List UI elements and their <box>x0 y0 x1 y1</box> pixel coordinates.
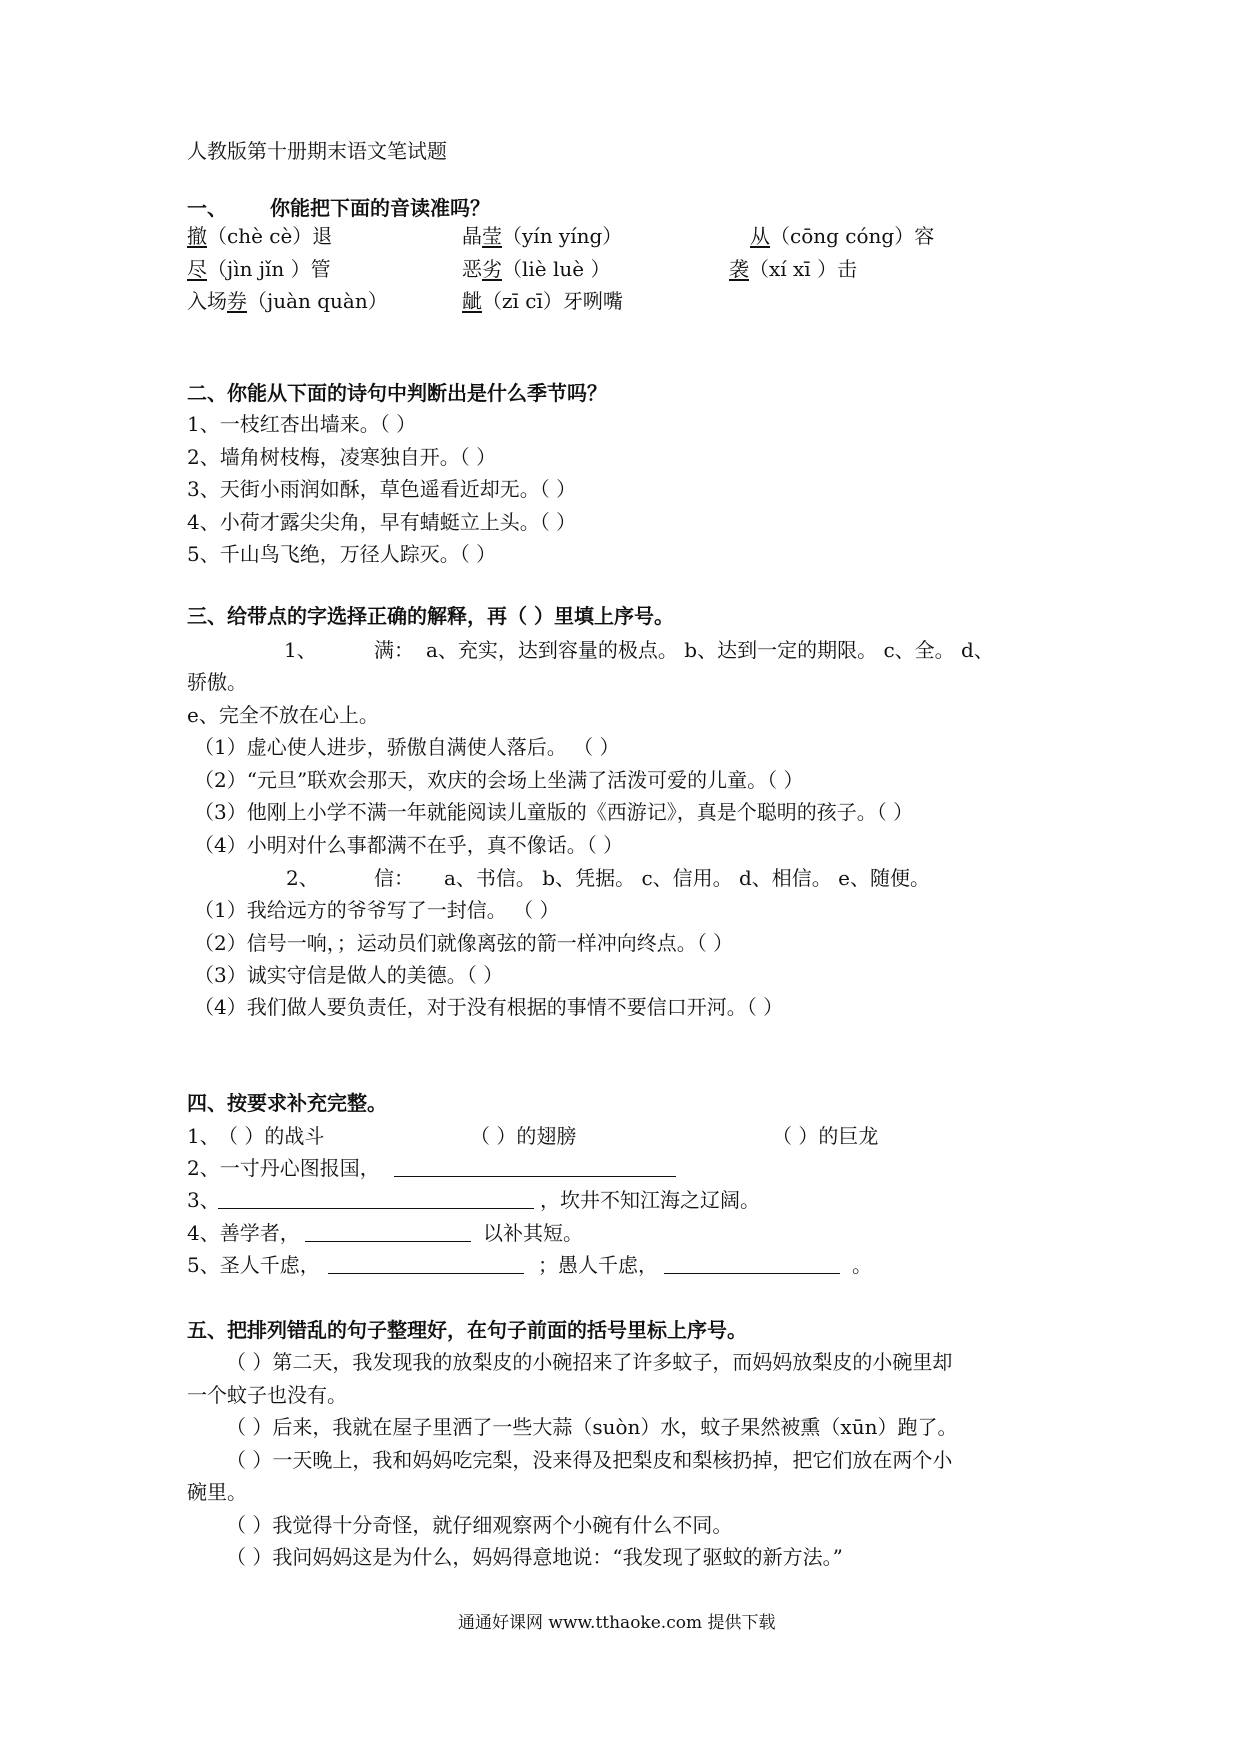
ordering-sentence: （ ）我问妈妈这是为什么，妈妈得意地说：“我发现了驱蚊的新方法。” <box>226 1545 843 1569</box>
pinyin-options: （juàn quàn） <box>247 289 388 313</box>
pinyin-item <box>462 226 622 246</box>
section-2-heading: 二、你能从下面的诗句中判断出是什么季节吗？ <box>187 381 607 405</box>
fill-item-3-text: ，坎井不知江海之辽阔。 <box>540 1188 760 1212</box>
pinyin-options: （yín yíng） <box>502 224 623 248</box>
answer-blank[interactable] <box>664 1255 840 1277</box>
pinyin-item <box>729 259 857 279</box>
target-char: 撤 <box>187 224 207 248</box>
target-char: 尽 <box>187 257 207 281</box>
poem-question: 5、千山鸟飞绝，万径人踪灭。（ ） <box>187 542 497 566</box>
section-1-heading: 你能把下面的音读准吗？ <box>270 196 490 220</box>
fill-item-3-number: 3、 <box>187 1188 220 1212</box>
section-3-heading: 三、给带点的字选择正确的解释，再（ ）里填上序号。 <box>187 604 674 628</box>
ordering-sentence-cont: 碗里。 <box>187 1480 247 1504</box>
word-2-question: （3）诚实守信是做人的美德。（ ） <box>194 963 504 987</box>
target-char: 劣 <box>482 257 502 281</box>
pinyin-item <box>462 291 623 311</box>
word-1-question: （1）虚心使人进步，骄傲自满使人落后。 （ ） <box>194 735 620 759</box>
section-1-number: 一、 <box>187 196 227 220</box>
footer-text: 通通好课网 www.tthaoke.com 提供下载 <box>458 1613 776 1633</box>
fill-item-4: 4、善学者， <box>187 1221 300 1245</box>
fill-item-4-after: 以补其短。 <box>483 1221 583 1245</box>
answer-blank[interactable] <box>394 1158 676 1180</box>
ordering-sentence: （ ）第二天，我发现我的放梨皮的小碗招来了许多蚊子，而妈妈放梨皮的小碗里却 <box>226 1350 953 1374</box>
word-1-label: 满： <box>374 638 414 662</box>
target-char: 从 <box>750 224 770 248</box>
fill-blank-phrase: （ ）的巨龙 <box>772 1124 879 1148</box>
fill-blank-phrase: （ ）的战斗 <box>218 1124 325 1148</box>
target-char: 券 <box>227 289 247 313</box>
word-1-definitions: a、充实，达到容量的极点。 b、达到一定的期限。 c、全。 d、 <box>426 638 994 662</box>
word-1-definitions-cont: 骄傲。 <box>187 670 247 694</box>
word-1-definition-e: e、完全不放在心上。 <box>187 703 379 727</box>
word-2-question: （2）信号一响，；运动员们就像离弦的箭一样冲向终点。（ ） <box>194 931 734 955</box>
section-4-heading: 四、按要求补充完整。 <box>187 1091 387 1115</box>
fill-item-5: 5、圣人千虑， <box>187 1253 320 1277</box>
poem-question: 2、墙角树枝梅，凌寒独自开。（ ） <box>187 445 497 469</box>
fill-item-5-end: 。 <box>852 1253 872 1277</box>
pinyin-options: （zī cī）牙咧嘴 <box>482 289 623 313</box>
fill-item-2: 2、一寸丹心图报国， <box>187 1156 380 1180</box>
fill-item-5-mid: ；愚人千虑， <box>538 1253 658 1277</box>
pinyin-options: （chè cè）退 <box>207 224 333 248</box>
poem-question: 1、一枝红杏出墙来。（ ） <box>187 412 417 436</box>
target-char: 袭 <box>729 257 749 281</box>
pinyin-item <box>462 259 610 279</box>
pinyin-item <box>187 291 388 311</box>
word-2-number: 2、 <box>286 866 319 890</box>
section-5-heading: 五、把排列错乱的句子整理好，在句子前面的括号里标上序号。 <box>187 1318 747 1342</box>
pinyin-options: （liè luè ） <box>502 257 611 281</box>
context-char: 晶 <box>462 224 482 248</box>
document-title: 人教版第十册期末语文笔试题 <box>187 139 447 163</box>
word-1-number: 1、 <box>284 638 317 662</box>
pinyin-item <box>750 226 934 246</box>
word-1-question: （3）他刚上小学不满一年就能阅读儿童版的《西游记》，真是个聪明的孩子。（ ） <box>194 800 914 824</box>
pinyin-item <box>187 226 332 246</box>
answer-blank[interactable] <box>218 1190 534 1212</box>
target-char: 莹 <box>482 224 502 248</box>
word-2-question: （4）我们做人要负责任，对于没有根据的事情不要信口开河。（ ） <box>194 995 784 1019</box>
word-2-definitions: a、书信。 b、凭据。 c、信用。 d、相信。 e、随便。 <box>444 866 930 890</box>
context-char: 恶 <box>462 257 482 281</box>
pinyin-options: （cōng cóng）容 <box>770 224 935 248</box>
context-char: 入场 <box>187 289 227 313</box>
pinyin-options: （jìn jǐn ）管 <box>207 257 331 281</box>
target-char: 龇 <box>462 289 482 313</box>
poem-question: 3、天街小雨润如酥，草色遥看近却无。（ ） <box>187 477 577 501</box>
poem-question: 4、小荷才露尖尖角，早有蜻蜓立上头。（ ） <box>187 510 577 534</box>
word-1-question: （2）“元旦”联欢会那天，欢庆的会场上坐满了活泼可爱的儿童。（ ） <box>194 768 804 792</box>
word-2-question: （1）我给远方的爷爷写了一封信。 （ ） <box>194 898 560 922</box>
fill-blank-phrase: （ ）的翅膀 <box>470 1124 577 1148</box>
ordering-sentence: （ ）一天晚上，我和妈妈吃完梨，没来得及把梨皮和梨核扔掉，把它们放在两个小 <box>226 1448 953 1472</box>
ordering-sentence-cont: 一个蚊子也没有。 <box>187 1383 347 1407</box>
fill-item-1-number: 1、 <box>187 1124 220 1148</box>
word-1-question: （4）小明对什么事都满不在乎，真不像话。（ ） <box>194 833 624 857</box>
ordering-sentence: （ ）我觉得十分奇怪，就仔细观察两个小碗有什么不同。 <box>226 1513 733 1537</box>
pinyin-options: （xí xī ）击 <box>749 257 858 281</box>
word-2-label: 信： <box>374 866 414 890</box>
ordering-sentence: （ ）后来，我就在屋子里洒了一些大蒜（suòn）水，蚊子果然被熏（xūn）跑了。 <box>226 1415 958 1439</box>
answer-blank[interactable] <box>305 1223 471 1245</box>
answer-blank[interactable] <box>328 1255 524 1277</box>
pinyin-item <box>187 259 331 279</box>
